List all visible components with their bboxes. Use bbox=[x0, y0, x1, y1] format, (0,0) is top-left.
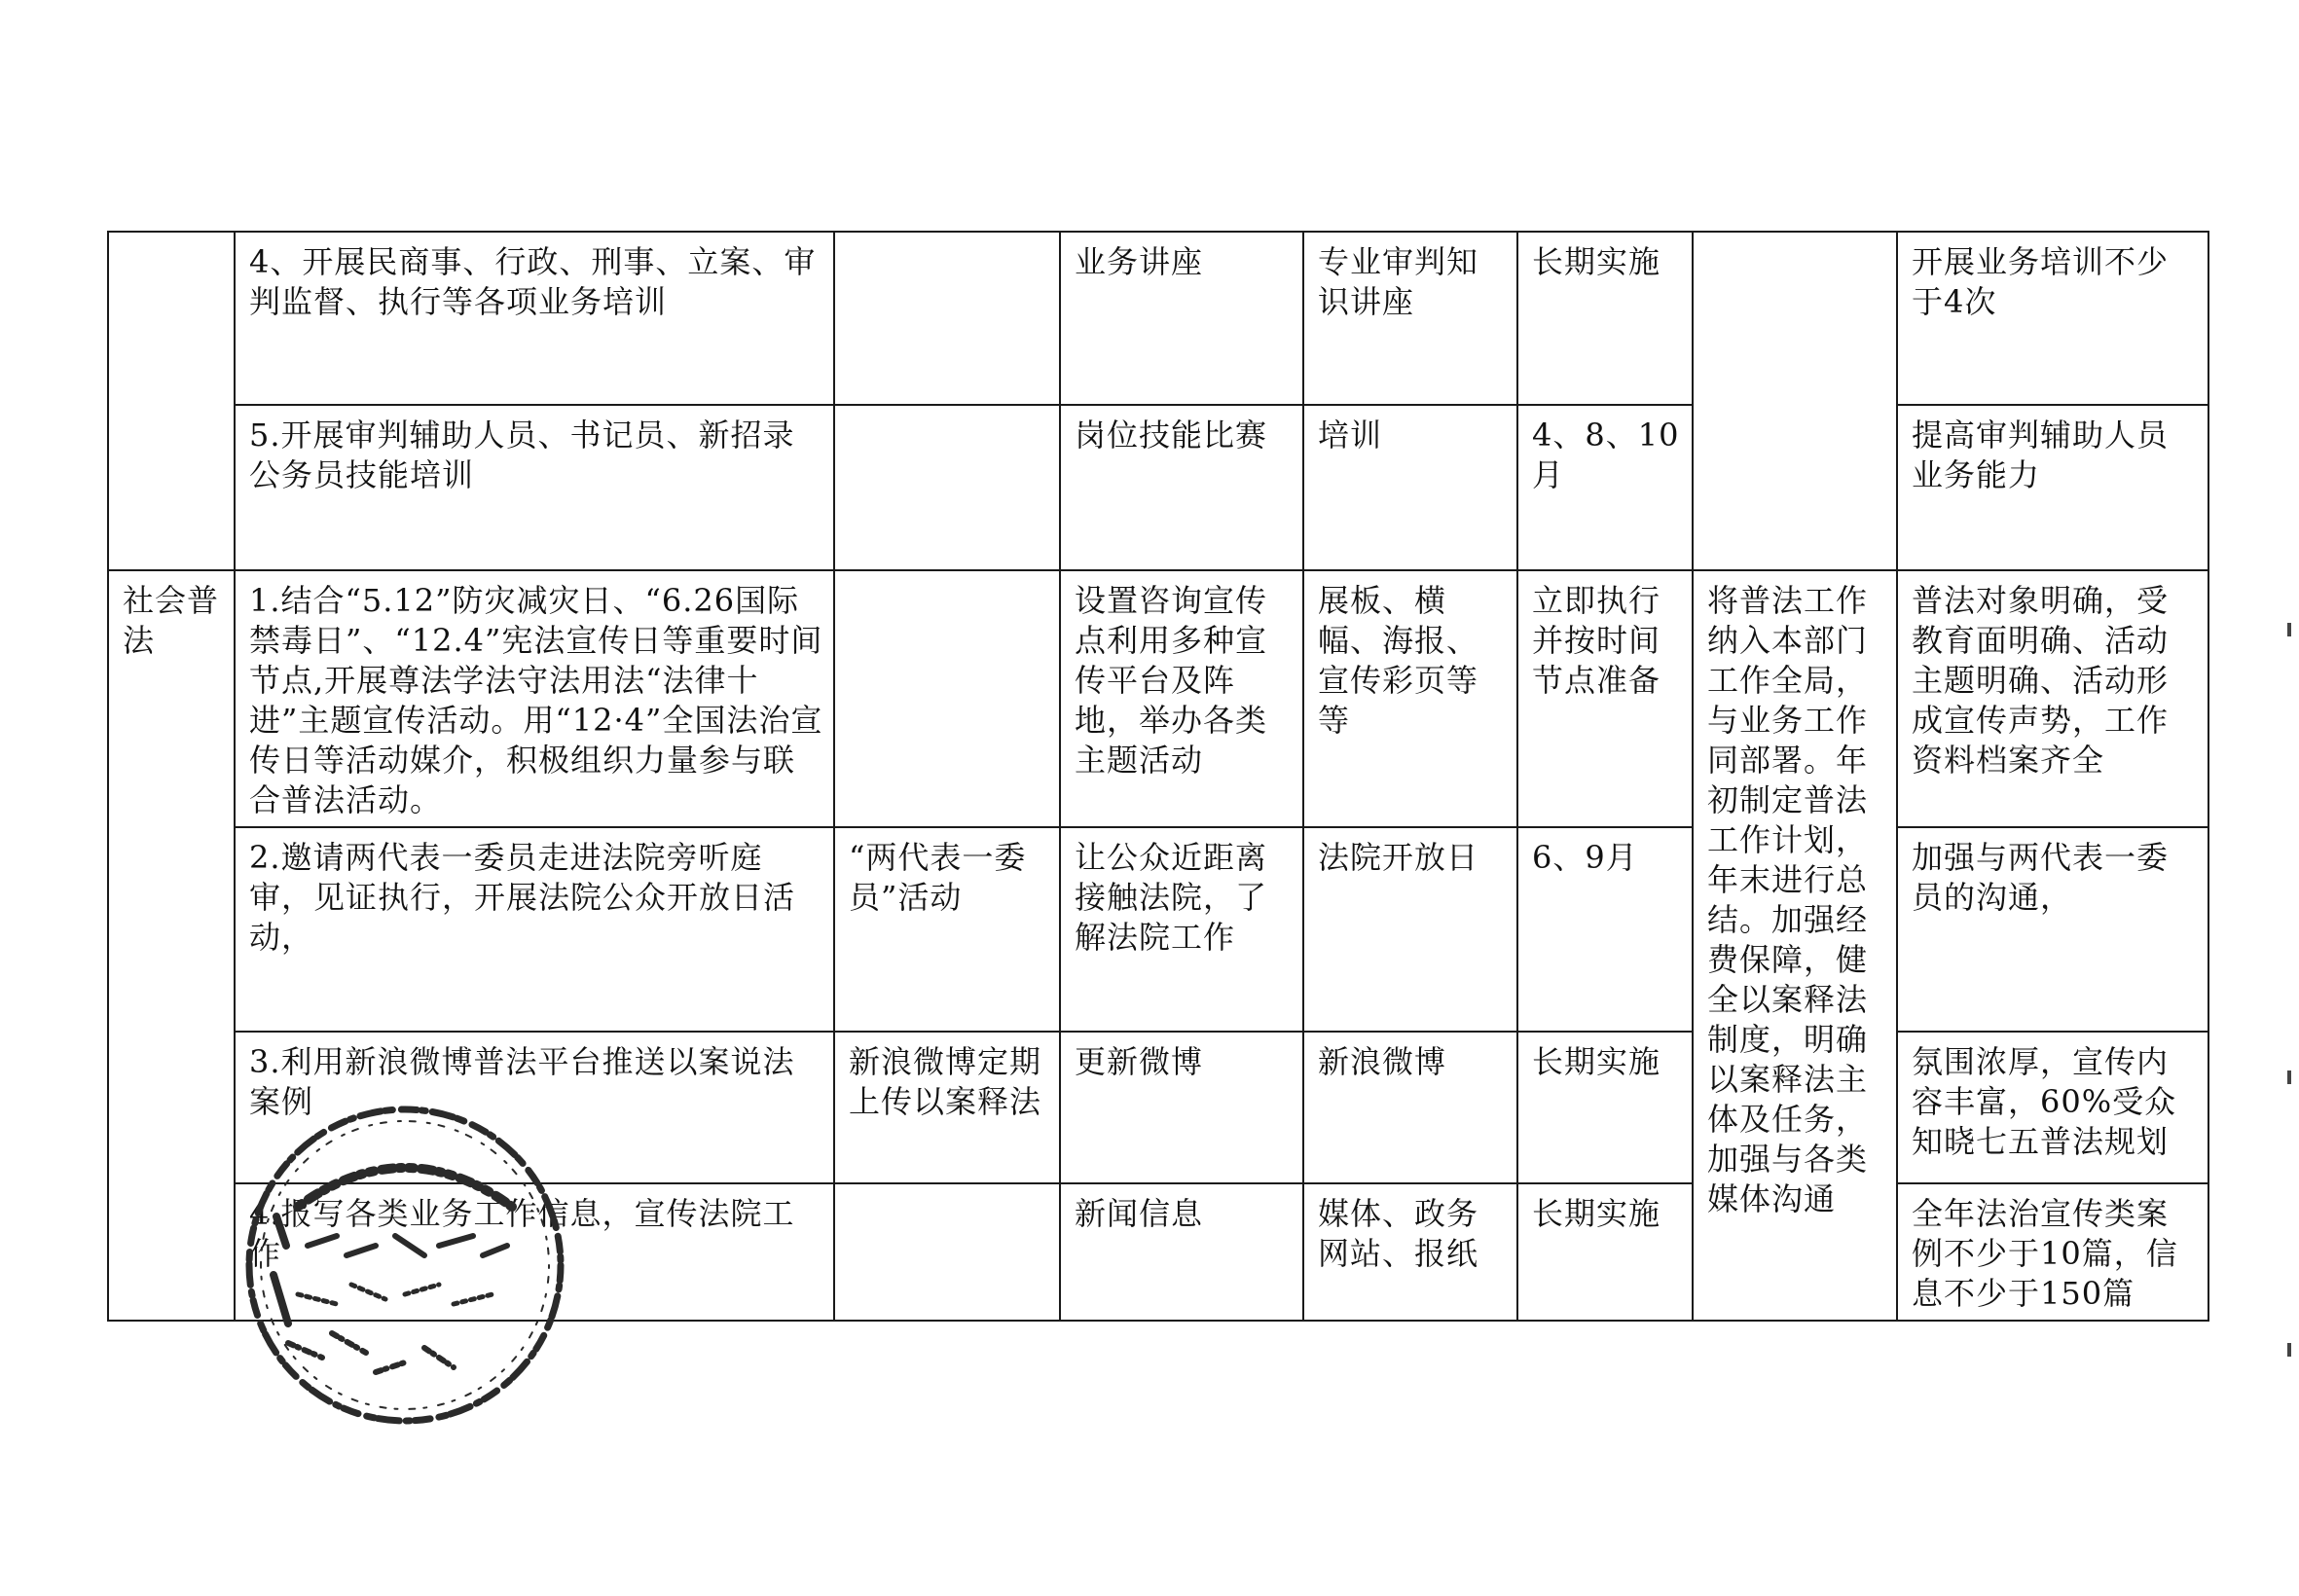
form-cell: 展板、横幅、海报、宣传彩页等等 bbox=[1303, 570, 1517, 827]
measures-cell bbox=[1693, 232, 1897, 570]
measures-cell: 将普法工作纳入本部门工作全局，与业务工作同部署。年初制定普法工作计划，年末进行总结。加强经费保障，健全以案释法制度，明确以案释法主体及任务，加强与各类媒体沟通 bbox=[1693, 570, 1897, 1321]
category-cell: 社会普法 bbox=[108, 570, 235, 1321]
table-row bbox=[108, 232, 2208, 405]
task-cell: 5.开展审判辅助人员、书记员、新招录公务员技能培训 bbox=[235, 405, 834, 570]
category-cell bbox=[108, 232, 235, 570]
scan-mark bbox=[2287, 1343, 2291, 1357]
task-cell: 1.结合“5.12”防灾减灾日、“6.26国际禁毒日”、“12.4”宪法宣传日等重要时间节点,开展尊法学法守法用法“法律十进”主题宣传活动。用“12·4”全国法治宣传日等活动媒介，积极组织力量参与联合普法活动。 bbox=[235, 570, 834, 827]
method-cell: 业务讲座 bbox=[1060, 232, 1303, 405]
form-cell: 法院开放日 bbox=[1303, 827, 1517, 1032]
time-cell: 长期实施 bbox=[1517, 232, 1693, 405]
carrier-cell bbox=[834, 1183, 1060, 1321]
form-cell: 新浪微博 bbox=[1303, 1032, 1517, 1183]
goal-cell: 提高审判辅助人员业务能力 bbox=[1897, 405, 2208, 570]
task-cell: 4、开展民商事、行政、刑事、立案、审判监督、执行等各项业务培训 bbox=[235, 232, 834, 405]
goal-cell: 开展业务培训不少于4次 bbox=[1897, 232, 2208, 405]
goal-cell: 加强与两代表一委员的沟通， bbox=[1897, 827, 2208, 1032]
method-cell: 设置咨询宣传点利用多种宣传平台及阵地，举办各类主题活动 bbox=[1060, 570, 1303, 827]
plan-table bbox=[107, 231, 2209, 1322]
time-cell: 立即执行并按时间节点准备 bbox=[1517, 570, 1693, 827]
form-cell: 培训 bbox=[1303, 405, 1517, 570]
goal-cell: 全年法治宣传类案例不少于10篇，信息不少于150篇 bbox=[1897, 1183, 2208, 1321]
task-cell: 3.利用新浪微博普法平台推送以案说法案例 bbox=[235, 1032, 834, 1183]
goal-cell: 普法对象明确，受教育面明确、活动主题明确、活动形成宣传声势，工作资料档案齐全 bbox=[1897, 570, 2208, 827]
task-cell: 4.报写各类业务工作信息，宣传法院工作 bbox=[235, 1183, 834, 1321]
method-cell: 让公众近距离接触法院，了解法院工作 bbox=[1060, 827, 1303, 1032]
carrier-cell: “两代表一委员”活动 bbox=[834, 827, 1060, 1032]
form-cell: 专业审判知识讲座 bbox=[1303, 232, 1517, 405]
carrier-cell: 新浪微博定期上传以案释法 bbox=[834, 1032, 1060, 1183]
table-row bbox=[108, 570, 2208, 827]
time-cell: 4、8、10月 bbox=[1517, 405, 1693, 570]
goal-cell: 氛围浓厚，宣传内容丰富，60%受众知晓七五普法规划 bbox=[1897, 1032, 2208, 1183]
time-cell: 6、9月 bbox=[1517, 827, 1693, 1032]
time-cell: 长期实施 bbox=[1517, 1183, 1693, 1321]
method-cell: 岗位技能比赛 bbox=[1060, 405, 1303, 570]
scan-mark bbox=[2287, 623, 2291, 636]
method-cell: 更新微博 bbox=[1060, 1032, 1303, 1183]
carrier-cell bbox=[834, 232, 1060, 405]
carrier-cell bbox=[834, 570, 1060, 827]
task-cell: 2.邀请两代表一委员走进法院旁听庭审，见证执行，开展法院公众开放日活动， bbox=[235, 827, 834, 1032]
seal-mottle bbox=[288, 1333, 454, 1372]
scan-mark bbox=[2287, 1070, 2291, 1084]
time-cell: 长期实施 bbox=[1517, 1032, 1693, 1183]
form-cell: 媒体、政务网站、报纸 bbox=[1303, 1183, 1517, 1321]
method-cell: 新闻信息 bbox=[1060, 1183, 1303, 1321]
carrier-cell bbox=[834, 405, 1060, 570]
